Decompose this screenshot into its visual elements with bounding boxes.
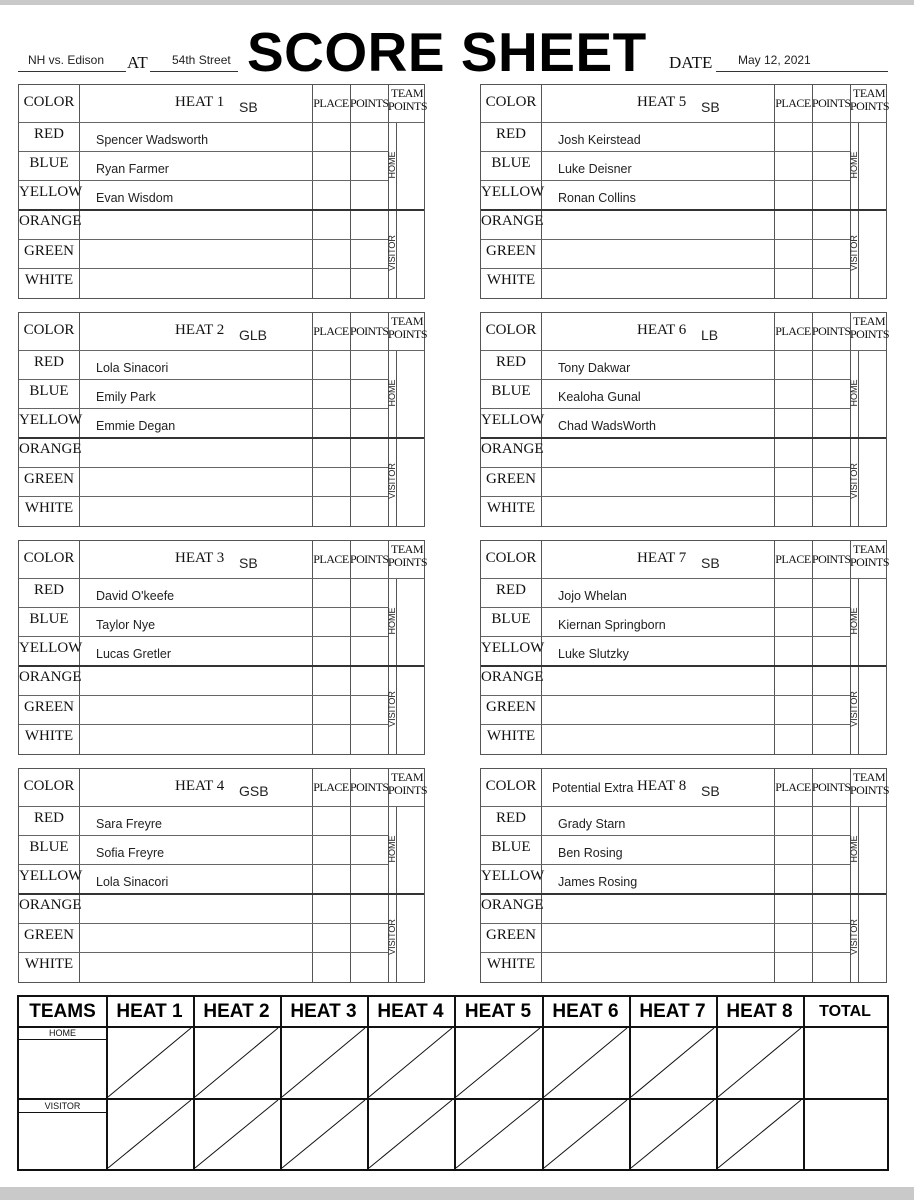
- team-summary-table: [17, 995, 889, 1171]
- place-header: PLACE: [313, 552, 349, 566]
- color-label: BLUE: [491, 155, 531, 171]
- heat-label: HEAT 1: [175, 94, 225, 110]
- page-title: SCORE SHEET: [247, 21, 647, 83]
- summary-heat-4-header: HEAT 4: [377, 1001, 444, 1022]
- color-label: BLUE: [29, 839, 69, 855]
- swimmer-name[interactable]: Lola Sinacori: [96, 875, 169, 889]
- color-label: YELLOW: [19, 184, 83, 200]
- heat-row-divider: [19, 467, 388, 468]
- home-label: HOME: [387, 835, 397, 863]
- color-label: YELLOW: [19, 868, 83, 884]
- heat-col-divider: [350, 85, 351, 298]
- summary-heat-7-header: HEAT 7: [639, 1001, 706, 1022]
- heat-code[interactable]: GSB: [239, 783, 269, 799]
- home-visitor-divider: [19, 893, 424, 895]
- at-label: AT: [127, 53, 148, 72]
- heat-row-divider: [481, 408, 850, 409]
- color-label: WHITE: [486, 956, 536, 972]
- home-visitor-divider: [481, 209, 886, 211]
- team-points-line1: TEAM: [391, 542, 423, 556]
- heat-label: HEAT 7: [637, 550, 687, 566]
- swimmer-name[interactable]: James Rosing: [558, 875, 638, 889]
- points-header: POINTS: [812, 552, 851, 566]
- swimmer-name[interactable]: Josh Keirstead: [558, 133, 641, 147]
- heat-col-divider: [774, 769, 775, 982]
- color-label: YELLOW: [481, 184, 545, 200]
- heat-code[interactable]: SB: [239, 555, 258, 571]
- heat-box: [18, 312, 428, 527]
- color-header: COLOR: [23, 550, 75, 566]
- color-label: RED: [496, 582, 526, 598]
- visitor-label: VISITOR: [387, 463, 397, 499]
- total-header: TOTAL: [819, 1003, 871, 1020]
- bottom-border-band: [0, 1187, 914, 1200]
- color-label: ORANGE: [481, 441, 544, 457]
- home-visitor-divider: [481, 893, 886, 895]
- heat-row-divider: [19, 952, 388, 953]
- color-label: RED: [496, 126, 526, 142]
- team-points-header: [850, 771, 888, 797]
- color-label: GREEN: [24, 243, 74, 259]
- team-points-line2: POINTS: [850, 783, 890, 797]
- color-label: BLUE: [29, 155, 69, 171]
- color-header: COLOR: [485, 778, 537, 794]
- color-header: COLOR: [485, 550, 537, 566]
- heat-extra-note[interactable]: Potential Extra: [552, 781, 634, 795]
- team-points-line1: TEAM: [853, 314, 885, 328]
- team-points-line2: POINTS: [850, 555, 890, 569]
- swimmer-name[interactable]: Lucas Gretler: [96, 647, 172, 661]
- heat-row-divider: [19, 408, 388, 409]
- color-label: GREEN: [486, 471, 536, 487]
- color-header: COLOR: [485, 322, 537, 338]
- color-label: ORANGE: [19, 213, 82, 229]
- summary-heat-6-header: HEAT 6: [552, 1001, 619, 1022]
- swimmer-name[interactable]: Jojo Whelan: [558, 589, 627, 603]
- place-header: PLACE: [775, 96, 811, 110]
- matchup-underline: [18, 71, 126, 72]
- color-label: YELLOW: [19, 412, 83, 428]
- heat-header-divider: [481, 578, 886, 579]
- heat-row-divider: [481, 239, 850, 240]
- color-label: GREEN: [24, 927, 74, 943]
- visitor-label: VISITOR: [387, 919, 397, 955]
- color-label: ORANGE: [481, 669, 544, 685]
- color-label: WHITE: [486, 272, 536, 288]
- heat-row-divider: [481, 636, 850, 637]
- color-label: RED: [496, 810, 526, 826]
- swimmer-name[interactable]: Luke Slutzky: [558, 647, 629, 661]
- points-header: POINTS: [350, 552, 389, 566]
- heat-header-divider: [19, 806, 424, 807]
- heat-col-divider: [812, 85, 813, 298]
- heat-box: [480, 84, 890, 299]
- heat-box: [18, 768, 428, 983]
- color-label: BLUE: [491, 383, 531, 399]
- color-label: RED: [34, 810, 64, 826]
- heat-row-divider: [19, 180, 388, 181]
- color-label: GREEN: [486, 243, 536, 259]
- color-label: YELLOW: [481, 640, 545, 656]
- heat-col-divider: [312, 541, 313, 754]
- swimmer-name[interactable]: David O'keefe: [96, 589, 175, 603]
- visitor-label: VISITOR: [849, 919, 859, 955]
- team-points-line1: TEAM: [391, 770, 423, 784]
- swimmer-name[interactable]: Ronan Collins: [558, 191, 636, 205]
- color-label: GREEN: [486, 699, 536, 715]
- place-header: PLACE: [775, 324, 811, 338]
- date-field[interactable]: May 12, 2021: [738, 53, 811, 67]
- team-points-line2: POINTS: [850, 99, 890, 113]
- place-header: PLACE: [775, 780, 811, 794]
- home-label: HOME: [849, 835, 859, 863]
- visitor-label: VISITOR: [849, 691, 859, 727]
- heat-row-divider: [19, 268, 388, 269]
- color-label: WHITE: [24, 728, 74, 744]
- visitor-team-label: VISITOR: [19, 1101, 106, 1113]
- color-label: GREEN: [24, 699, 74, 715]
- heat-header-divider: [481, 122, 886, 123]
- swimmer-name[interactable]: Kealoha Gunal: [558, 390, 641, 404]
- heat-row-divider: [481, 467, 850, 468]
- home-label: HOME: [387, 151, 397, 179]
- home-visitor-divider: [19, 665, 424, 667]
- heat-label: HEAT 2: [175, 322, 225, 338]
- heat-box: [480, 312, 890, 527]
- heat-box: [480, 540, 890, 755]
- color-label: WHITE: [24, 272, 74, 288]
- heat-row-divider: [19, 151, 388, 152]
- summary-heat-3-header: HEAT 3: [290, 1001, 357, 1022]
- color-label: BLUE: [29, 611, 69, 627]
- swimmer-name[interactable]: Ben Rosing: [558, 846, 623, 860]
- heat-code[interactable]: SB: [239, 99, 258, 115]
- points-header: POINTS: [812, 780, 851, 794]
- color-header: COLOR: [23, 322, 75, 338]
- summary-heat-1-header: HEAT 1: [116, 1001, 183, 1022]
- top-border-band: [0, 0, 914, 5]
- team-points-line1: TEAM: [391, 86, 423, 100]
- points-header: POINTS: [812, 96, 851, 110]
- heat-box: [18, 84, 428, 299]
- swimmer-name[interactable]: Sara Freyre: [96, 817, 162, 831]
- swimmer-name[interactable]: Ryan Farmer: [96, 162, 169, 176]
- color-label: GREEN: [486, 927, 536, 943]
- heat-row-divider: [19, 724, 388, 725]
- heat-row-divider: [481, 607, 850, 608]
- points-header: POINTS: [350, 780, 389, 794]
- location-underline: [150, 71, 238, 72]
- team-points-line1: TEAM: [391, 314, 423, 328]
- color-label: WHITE: [486, 728, 536, 744]
- swimmer-name[interactable]: Kiernan Springborn: [558, 618, 666, 632]
- team-points-line2: POINTS: [388, 99, 428, 113]
- team-points-header: [850, 543, 888, 569]
- heat-label: HEAT 8: [637, 778, 687, 794]
- color-label: RED: [34, 126, 64, 142]
- team-points-line1: TEAM: [853, 542, 885, 556]
- heat-col-divider: [812, 313, 813, 526]
- team-points-header: [388, 543, 426, 569]
- color-label: WHITE: [24, 500, 74, 516]
- heat-row-divider: [19, 496, 388, 497]
- swimmer-name[interactable]: Grady Starn: [558, 817, 626, 831]
- place-header: PLACE: [775, 552, 811, 566]
- heat-row-divider: [481, 496, 850, 497]
- heat-col-divider: [312, 313, 313, 526]
- color-label: ORANGE: [19, 897, 82, 913]
- home-label: HOME: [387, 607, 397, 635]
- heat-row-divider: [481, 151, 850, 152]
- team-points-header: [388, 771, 426, 797]
- swimmer-name[interactable]: Luke Deisner: [558, 162, 632, 176]
- visitor-label: VISITOR: [387, 235, 397, 271]
- heat-col-divider: [774, 541, 775, 754]
- heat-code[interactable]: SB: [701, 783, 720, 799]
- date-label: DATE: [669, 53, 713, 72]
- color-label: GREEN: [24, 471, 74, 487]
- home-label: HOME: [387, 379, 397, 407]
- swimmer-name[interactable]: Taylor Nye: [96, 618, 156, 632]
- heat-row-divider: [481, 923, 850, 924]
- color-header: COLOR: [23, 778, 75, 794]
- heat-row-divider: [481, 724, 850, 725]
- team-points-header: [388, 315, 426, 341]
- home-visitor-divider: [481, 437, 886, 439]
- color-label: RED: [496, 354, 526, 370]
- date-underline: [716, 71, 888, 72]
- heat-label: HEAT 5: [637, 94, 687, 110]
- color-label: ORANGE: [19, 669, 82, 685]
- heat-label: HEAT 4: [175, 778, 225, 794]
- place-header: PLACE: [313, 96, 349, 110]
- heat-header-divider: [19, 578, 424, 579]
- points-header: POINTS: [812, 324, 851, 338]
- swimmer-name[interactable]: Lola Sinacori: [96, 361, 169, 375]
- color-label: BLUE: [29, 383, 69, 399]
- color-header: COLOR: [23, 94, 75, 110]
- color-label: ORANGE: [481, 213, 544, 229]
- home-label: HOME: [849, 151, 859, 179]
- color-label: ORANGE: [19, 441, 82, 457]
- team-points-line2: POINTS: [850, 327, 890, 341]
- swimmer-name[interactable]: Emily Park: [96, 390, 156, 404]
- heat-header-divider: [19, 122, 424, 123]
- swimmer-name[interactable]: Spencer Wadsworth: [96, 133, 209, 147]
- heat-col-divider: [312, 85, 313, 298]
- home-visitor-divider: [19, 437, 424, 439]
- heat-col-divider: [774, 85, 775, 298]
- heat-header-divider: [481, 350, 886, 351]
- swimmer-name[interactable]: Sofia Freyre: [96, 846, 165, 860]
- heat-row-divider: [19, 607, 388, 608]
- location-field[interactable]: 54th Street: [172, 53, 231, 67]
- heat-box: [18, 540, 428, 755]
- swimmer-name[interactable]: Emmie Degan: [96, 419, 176, 433]
- home-visitor-divider: [481, 665, 886, 667]
- heat-code[interactable]: GLB: [239, 327, 268, 343]
- heat-code[interactable]: LB: [701, 327, 719, 343]
- visitor-label: VISITOR: [387, 691, 397, 727]
- heat-row-divider: [19, 923, 388, 924]
- team-points-header: [850, 315, 888, 341]
- heat-code[interactable]: SB: [701, 555, 720, 571]
- heat-row-divider: [19, 695, 388, 696]
- heat-header-divider: [19, 350, 424, 351]
- heat-row-divider: [481, 864, 850, 865]
- heat-row-divider: [19, 864, 388, 865]
- swimmer-name[interactable]: Chad WadsWorth: [558, 419, 656, 433]
- heat-row-divider: [19, 835, 388, 836]
- home-label: HOME: [849, 379, 859, 407]
- heat-row-divider: [481, 695, 850, 696]
- color-label: RED: [34, 582, 64, 598]
- home-label: HOME: [849, 607, 859, 635]
- heat-col-divider: [812, 541, 813, 754]
- color-label: YELLOW: [19, 640, 83, 656]
- color-header: COLOR: [485, 94, 537, 110]
- points-header: POINTS: [350, 324, 389, 338]
- heat-code[interactable]: SB: [701, 99, 720, 115]
- heat-header-divider: [481, 806, 886, 807]
- team-points-line2: POINTS: [388, 783, 428, 797]
- heat-row-divider: [481, 379, 850, 380]
- team-points-header: [850, 87, 888, 113]
- heat-row-divider: [19, 636, 388, 637]
- heat-box: [480, 768, 890, 983]
- team-points-header: [388, 87, 426, 113]
- color-label: YELLOW: [481, 868, 545, 884]
- team-points-line1: TEAM: [853, 86, 885, 100]
- home-visitor-divider: [19, 209, 424, 211]
- team-points-line2: POINTS: [388, 555, 428, 569]
- heat-col-divider: [350, 541, 351, 754]
- place-header: PLACE: [313, 780, 349, 794]
- summary-diagonals: [19, 997, 887, 1169]
- heat-row-divider: [481, 835, 850, 836]
- home-team-label: HOME: [19, 1028, 106, 1040]
- team-points-line2: POINTS: [388, 327, 428, 341]
- color-label: BLUE: [491, 611, 531, 627]
- summary-heat-2-header: HEAT 2: [203, 1001, 270, 1022]
- heat-row-divider: [481, 268, 850, 269]
- visitor-label: VISITOR: [849, 463, 859, 499]
- color-label: ORANGE: [481, 897, 544, 913]
- heat-row-divider: [19, 379, 388, 380]
- heat-col-divider: [350, 769, 351, 982]
- summary-heat-8-header: HEAT 8: [726, 1001, 793, 1022]
- heat-row-divider: [481, 180, 850, 181]
- teams-header: TEAMS: [29, 1001, 96, 1022]
- heat-col-divider: [812, 769, 813, 982]
- heat-col-divider: [350, 313, 351, 526]
- summary-heat-5-header: HEAT 5: [464, 1001, 532, 1022]
- place-header: PLACE: [313, 324, 349, 338]
- heat-col-divider: [312, 769, 313, 982]
- color-label: WHITE: [24, 956, 74, 972]
- heat-col-divider: [774, 313, 775, 526]
- team-points-line1: TEAM: [853, 770, 885, 784]
- color-label: RED: [34, 354, 64, 370]
- swimmer-name[interactable]: Tony Dakwar: [558, 361, 631, 375]
- visitor-label: VISITOR: [849, 235, 859, 271]
- swimmer-name[interactable]: Evan Wisdom: [96, 191, 174, 205]
- color-label: WHITE: [486, 500, 536, 516]
- color-label: BLUE: [491, 839, 531, 855]
- heat-label: HEAT 6: [637, 322, 687, 338]
- heat-row-divider: [19, 239, 388, 240]
- points-header: POINTS: [350, 96, 389, 110]
- color-label: YELLOW: [481, 412, 545, 428]
- matchup-field[interactable]: NH vs. Edison: [28, 53, 105, 67]
- heat-label: HEAT 3: [175, 550, 225, 566]
- heat-row-divider: [481, 952, 850, 953]
